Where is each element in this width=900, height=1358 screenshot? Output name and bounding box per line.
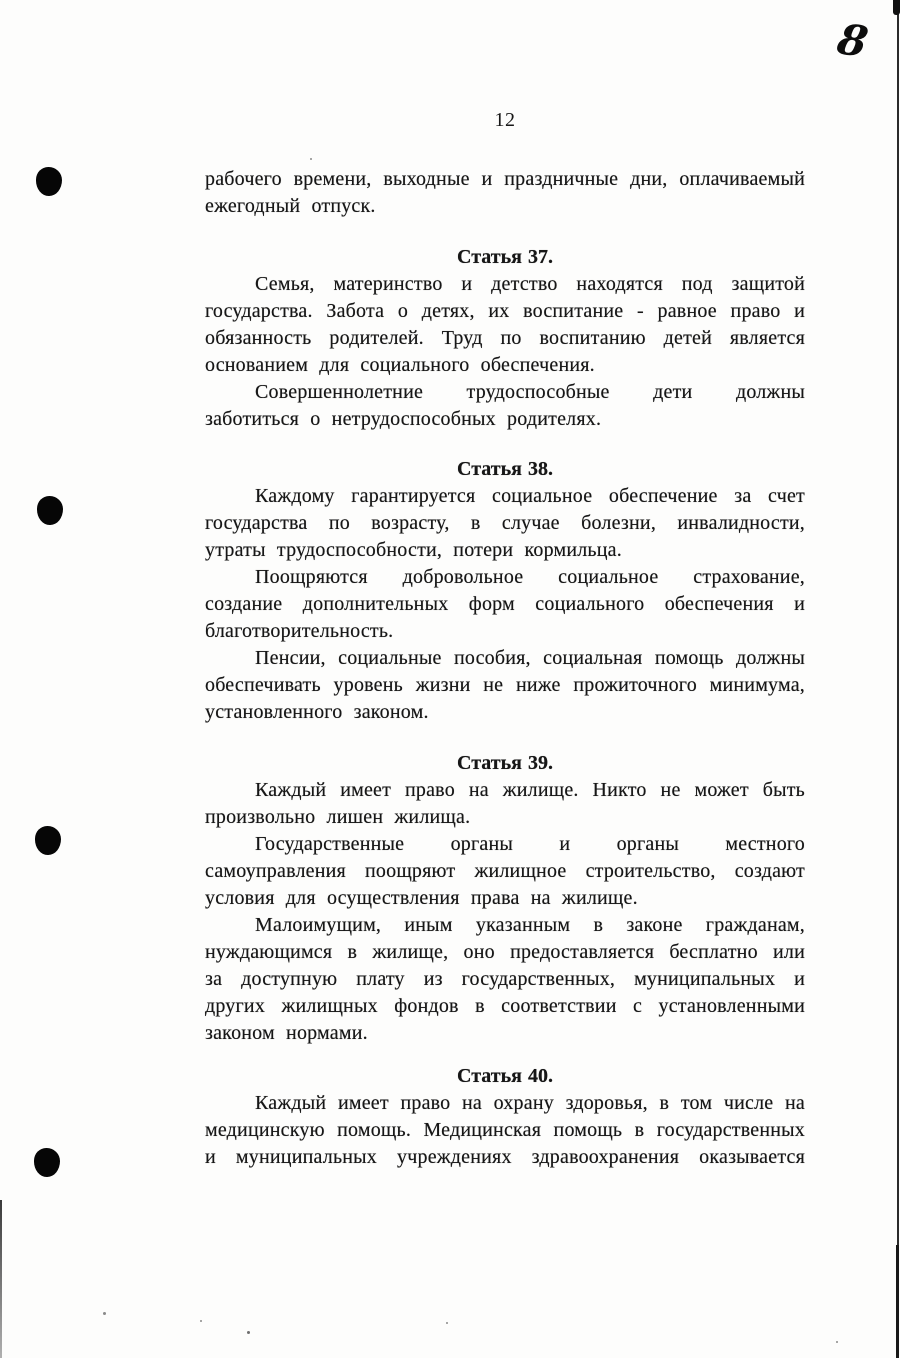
paragraph: Пенсии, социальные пособия, социальная помощь должны обеспечивать уровень жизни не ниже прожиточного минимума, установленного законом. bbox=[205, 647, 805, 723]
scan-edge-line-bottom-left bbox=[0, 1200, 2, 1358]
article-section-39 bbox=[205, 750, 805, 1047]
article-section-38 bbox=[205, 456, 805, 726]
article-section-40 bbox=[205, 1063, 805, 1171]
document-body bbox=[205, 0, 805, 1171]
paragraph: Государственные органы и органы местного самоуправления поощряют жилищное строительство, создают условия для осуществления права на жилище. bbox=[205, 833, 805, 909]
scan-speck bbox=[103, 1312, 106, 1315]
paragraph: Малоимущим, иным указанным в законе гражданам, нуждающимся в жилище, оно предоставляется бесплатно или за доступную плату из государственных, муниципальных и других жилищных фондов в соответствии с установленными законом нормами. bbox=[205, 914, 805, 1044]
paragraph: Совершеннолетние трудоспособные дети должны заботиться о нетрудоспособных родителях. bbox=[205, 381, 805, 430]
paragraph-continues-next-page: Каждый имеет право на охрану здоровья, в том числе на медицинскую помощь. Медицинская помощь в государственных и муниципальных учреждениях здравоохранения оказывается bbox=[205, 1092, 805, 1168]
paragraph-continuation: рабочего времени, выходные и праздничные дни, оплачиваемый ежегодный отпуск. bbox=[205, 168, 805, 217]
scan-edge-line-right bbox=[897, 0, 899, 1358]
article-38-heading: Статья 38. bbox=[457, 458, 553, 480]
paragraph: Каждый имеет право на жилище. Никто не может быть произвольно лишен жилища. bbox=[205, 779, 805, 828]
paragraph: Поощряются добровольное социальное страхование, создание дополнительных форм социального обеспечения и благотворительность. bbox=[205, 566, 805, 642]
scan-speck bbox=[446, 1322, 448, 1324]
page-number: 12 bbox=[494, 109, 516, 131]
punch-hole-dot bbox=[35, 826, 61, 855]
paragraph: Семья, материнство и детство находятся под защитой государства. Забота о детях, их воспитание - равное право и обязанность родителей. Труд по воспитанию детей является основанием для социального обеспечения. bbox=[205, 273, 805, 376]
punch-hole-dot bbox=[37, 496, 63, 525]
scan-speck bbox=[836, 1341, 838, 1343]
paragraph: Каждому гарантируется социальное обеспечение за счет государства по возрасту, в случае болезни, инвалидности, утраты трудоспособности, потери кормильца. bbox=[205, 485, 805, 561]
punch-hole-dot bbox=[36, 167, 62, 196]
handwritten-page-mark: 8 bbox=[833, 14, 872, 67]
article-37-heading: Статья 37. bbox=[457, 246, 553, 268]
scan-speck bbox=[247, 1331, 250, 1334]
article-section-37 bbox=[205, 244, 805, 433]
scan-edge-mark-bottom-right bbox=[896, 1245, 899, 1358]
article-39-heading: Статья 39. bbox=[457, 752, 553, 774]
article-40-heading: Статья 40. bbox=[457, 1065, 553, 1087]
punch-hole-dot bbox=[34, 1148, 60, 1177]
scan-edge-mark-top-right bbox=[893, 0, 900, 15]
scan-speck bbox=[200, 1320, 202, 1322]
scan-speck bbox=[310, 158, 312, 160]
